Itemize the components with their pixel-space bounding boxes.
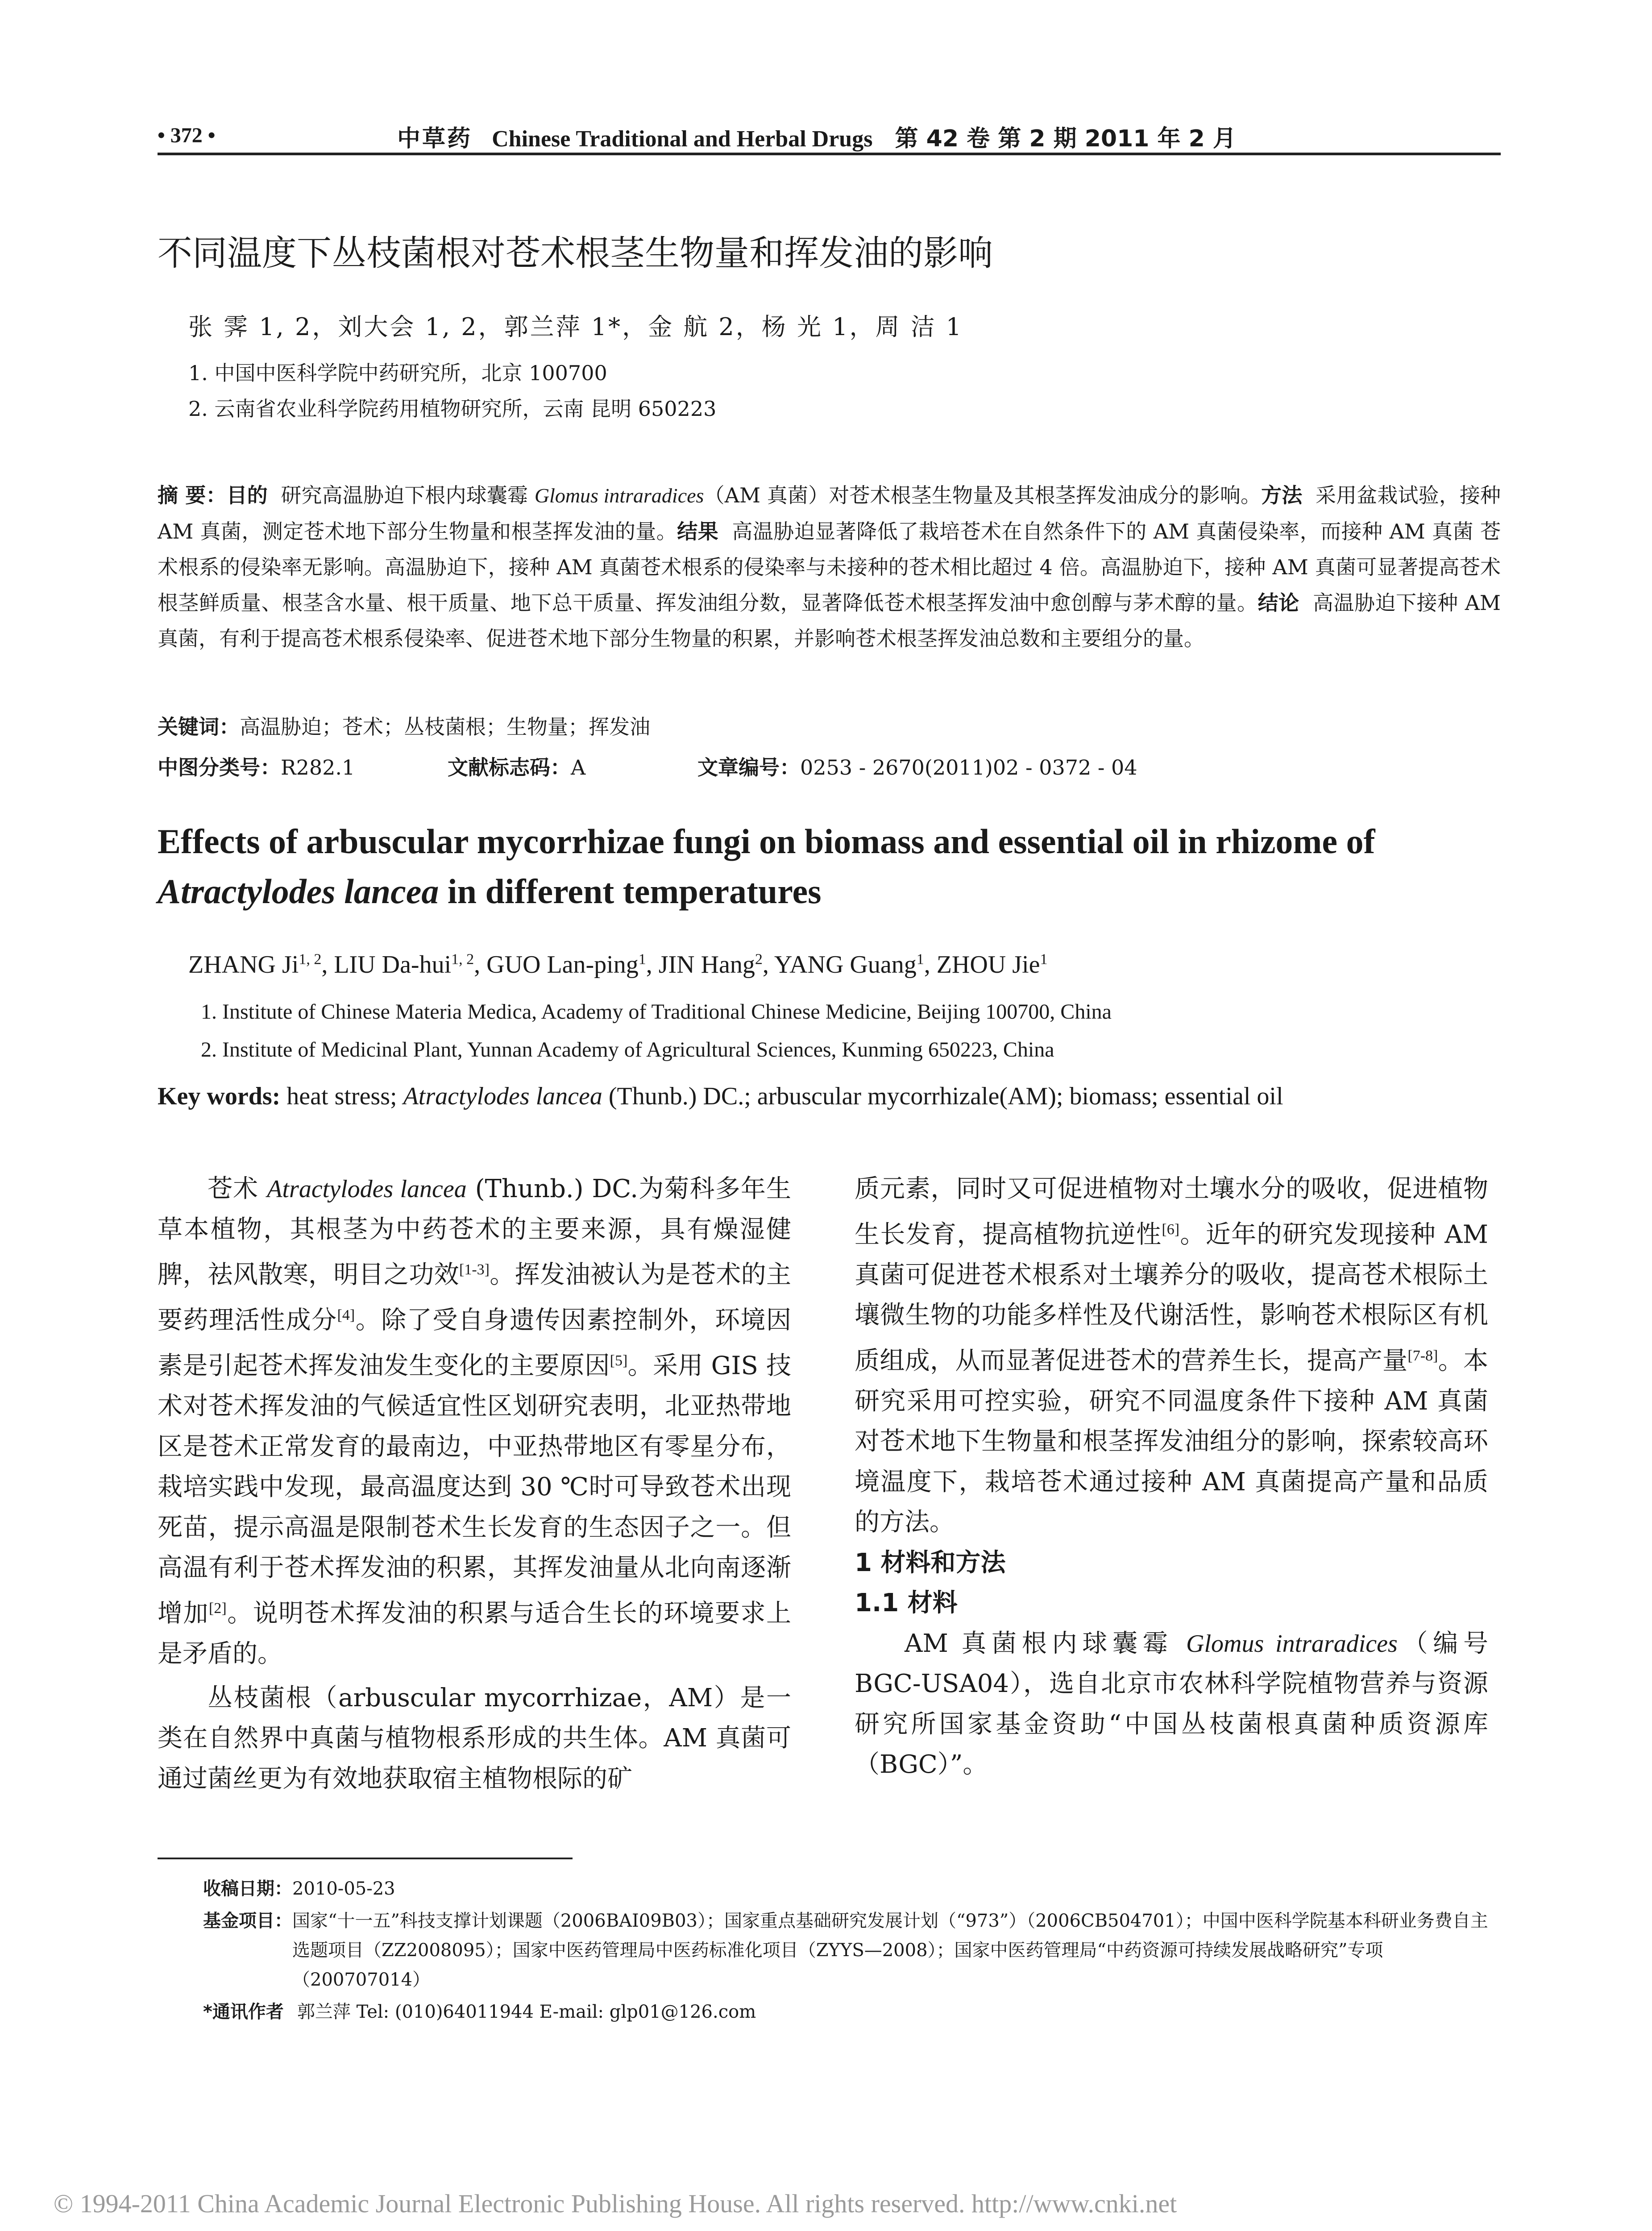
intro-paragraph-2-cont: 质元素，同时又可促进植物对土壤水分的吸收，促进植物生长发育，提高植物抗逆性[6]。近年的研究发现接种 AM 真菌可促进苍术根系对土壤养分的吸收，提高苍术根际土壤微生物的功能多样性及代谢活性，影响苍术根际区有机质组成，从而显著促进苍术的营养生长，提高产量[7-8]。本研究采用可控实验，研究不同温度条件下接种 AM 真菌对苍术地下生物量和根茎挥发油组分的影响，探索较高环境温度下，栽培苍术通过接种 AM 真菌提高产量和品质的方法。 <box>855 1174 1489 1537</box>
abstract-conclusion-label: 结论 <box>1258 591 1299 615</box>
abstract-method: 采用盆栽试验，接种 AM 真菌，测定苍术地下部分生物量和根茎挥发油的量。 <box>158 483 1501 543</box>
title-en-part2: in different temperatures <box>439 872 822 911</box>
affiliation-en-1: 1. Institute of Chinese Materia Medica, Academy of Traditional Chinese Medicine, Beijing 100700, China <box>201 1000 1112 1024</box>
running-header <box>397 120 1236 153</box>
author-en: ZHANG Ji$^{1, 2}$, <box>188 951 334 979</box>
keywords-en-text: heat stress; <box>280 1082 403 1110</box>
author-en: GUO Lan-ping$^1$, <box>486 951 659 979</box>
article-title-zh: 不同温度下丛枝菌根对苍术根茎生物量和挥发油的影响 <box>158 233 993 274</box>
citation: [2] <box>209 1600 227 1617</box>
doc-code-label: 文献标志码： <box>448 755 571 780</box>
footnote-received: 收稿日期： 2010-05-23 <box>203 1879 395 1899</box>
citation: [1-3] <box>459 1261 490 1278</box>
article-id-label: 文章编号： <box>697 755 800 780</box>
citation: [4] <box>337 1307 355 1324</box>
keywords-en-label: Key words: <box>158 1082 281 1110</box>
affiliation-zh-1: 1. 中国中医科学院中药研究所，北京 100700 <box>188 361 607 385</box>
keywords-zh-label: 关键词： <box>158 715 240 739</box>
species-name: Glomus intraradices <box>1186 1630 1398 1658</box>
abstract-result: 高温胁迫显著降低了栽培苍术在自然条件下的 AM 真菌侵染率，而接种 AM 真菌 苍术根系的侵染率无影响。高温胁迫下，接种 AM 真菌苍术根系的侵染率与未接种的苍术相比超过 4 倍。高温胁迫下，接种 AM 真菌可显著提高苍术根茎鲜质量、根茎含水量、根干质量、地下总干质量、挥发油组分数，显著降低苍术根茎挥发油中愈创醇与茅术醇的量。 <box>158 519 1501 615</box>
abstract-purpose-label: 目的 <box>226 483 268 507</box>
citation: [6] <box>1162 1221 1180 1238</box>
copyright-footer: © 1994-2011 China Academic Journal Electronic Publishing House. All rights reserved. http://www.cnki.net <box>54 2189 1177 2218</box>
keywords-zh <box>158 711 650 740</box>
journal-volume: 第 42 卷 第 2 期 2011 年 2 月 <box>895 125 1236 152</box>
keywords-zh-text: 高温胁迫；苍术；丛枝菌根；生物量；挥发油 <box>240 715 650 739</box>
classification-line <box>158 751 1137 781</box>
clc-code: R282.1 <box>281 755 355 780</box>
article-id: 0253 - 2670(2011)02 - 0372 - 04 <box>800 755 1137 780</box>
body-column-left <box>158 1169 791 1799</box>
keywords-en <box>158 1082 1283 1111</box>
title-en-part1: Effects of arbuscular mycorrhizae fungi on biomass and essential oil in rhizome of <box>158 822 1375 861</box>
intro-paragraph-2: 丛枝菌根（arbuscular mycorrhizae，AM）是一类在自然界中真菌与植物根系形成的共生体。AM 真菌可通过菌丝更为有效地获取宿主植物根际的矿 <box>158 1683 791 1793</box>
abstract-purpose: 研究高温胁迫下根内球囊霉 <box>281 483 535 507</box>
abstract-purpose-species: Glomus intraradices <box>534 484 704 507</box>
keywords-en-text-2: (Thunb.) DC.; arbuscular mycorrhizale(AM); biomass; essential oil <box>602 1082 1283 1110</box>
footnote-funding: 基金项目： 国家“十一五”科技支撑计划课题（2006BAI09B03）；国家重点基础研究发展计划（“973”）（2006CB504701）；中国中医科学院基本科研业务费自主选题项目（ZZ2008095）；国家中医药管理局中医药标准化项目（ZYYS—2008）；国家中医药管理局“中药资源可持续发展战略研究”专项（200707014） <box>203 1911 1488 1990</box>
affiliation-en-2: 2. Institute of Medicinal Plant, Yunnan Academy of Agricultural Sciences, Kunming 650223, China <box>201 1038 1054 1062</box>
article-title-en <box>158 817 1505 916</box>
authors-en <box>188 950 1047 979</box>
footnote-rule <box>158 1858 573 1859</box>
abstract-purpose-rest: （AM 真菌）对苍术根茎生物量及其根茎挥发油成分的影响。 <box>704 483 1262 507</box>
authors-zh: 张 霁 1, 2，刘大会 1, 2，郭兰萍 1*，金 航 2，杨 光 1，周 洁 1 <box>188 313 963 341</box>
section-heading-1: 1 材料和方法 <box>855 1548 1006 1577</box>
journal-name-en: Chinese Traditional and Herbal Drugs <box>492 126 873 152</box>
title-en-species: Atractylodes lancea <box>158 872 439 911</box>
citation: [5] <box>610 1352 628 1369</box>
author-en: YANG Guang$^1$, <box>774 951 937 979</box>
materials-paragraph: AM 真菌根内球囊霉 Glomus intraradices（编号 BGC-USA04），选自北京市农林科学院植物营养与资源研究所国家基金资助“中国丛枝菌根真菌种质资源库（BGC）”。 <box>855 1629 1489 1779</box>
author-en: JIN Hang$^2$, <box>658 951 774 979</box>
abstract-label: 摘 要： <box>158 483 227 507</box>
species-name: Atractylodes lancea <box>267 1175 467 1203</box>
doc-code: A <box>571 755 586 780</box>
abstract <box>158 477 1501 656</box>
abstract-method-label: 方法 <box>1261 483 1303 507</box>
abstract-conclusion: 高温胁迫下接种 AM 真菌，有利于提高苍术根系侵染率、促进苍术地下部分生物量的积累，并影响苍术根茎挥发油总数和主要组分的量。 <box>158 591 1501 651</box>
journal-name-zh: 中草药 <box>397 125 473 152</box>
section-heading-1-1: 1.1 材料 <box>855 1588 958 1618</box>
intro-paragraph-1: 苍术 Atractylodes lancea (Thunb.) DC.为菊科多年生草本植物，其根茎为中药苍术的主要来源，具有燥湿健脾，祛风散寒，明目之功效[1-3]。挥发油被认为是苍术的主要药理活性成分[4]。除了受自身遗传因素控制外，环境因素是引起苍术挥发油发生变化的主要原因[5]。采用 GIS 技术对苍术挥发油的气候适宜性区划研究表明，北亚热带地区是苍术正常发育的最南边，中亚热带地区有零星分布，栽培实践中发现，最高温度达到 30 ℃时可导致苍术出现死苗，提示高温是限制苍术生长发育的生态因子之一。但高温有利于苍术挥发油的积累，其挥发油量从北向南逐渐增加[2]。说明苍术挥发油的积累与适合生长的环境要求上是矛盾的。 <box>158 1174 792 1669</box>
page-number: • 372 • <box>158 124 216 147</box>
footnotes <box>203 1874 1502 2027</box>
author-en: LIU Da-hui$^{1, 2}$, <box>334 951 487 979</box>
keywords-en-species: Atractylodes lancea <box>403 1082 602 1110</box>
footnote-corresponding-author: *通讯作者 郭兰萍 Tel: (010)64011944 E-mail: glp01@126.com <box>203 2002 756 2022</box>
body-column-right <box>855 1169 1488 1785</box>
clc-label: 中图分类号： <box>158 755 281 780</box>
abstract-result-label: 结果 <box>677 519 719 543</box>
header-rule <box>158 153 1501 155</box>
citation: [7-8] <box>1407 1347 1438 1364</box>
affiliation-zh-2: 2. 云南省农业科学院药用植物研究所，云南 昆明 650223 <box>188 397 717 421</box>
author-en: ZHOU Jie$^1$ <box>936 951 1048 979</box>
